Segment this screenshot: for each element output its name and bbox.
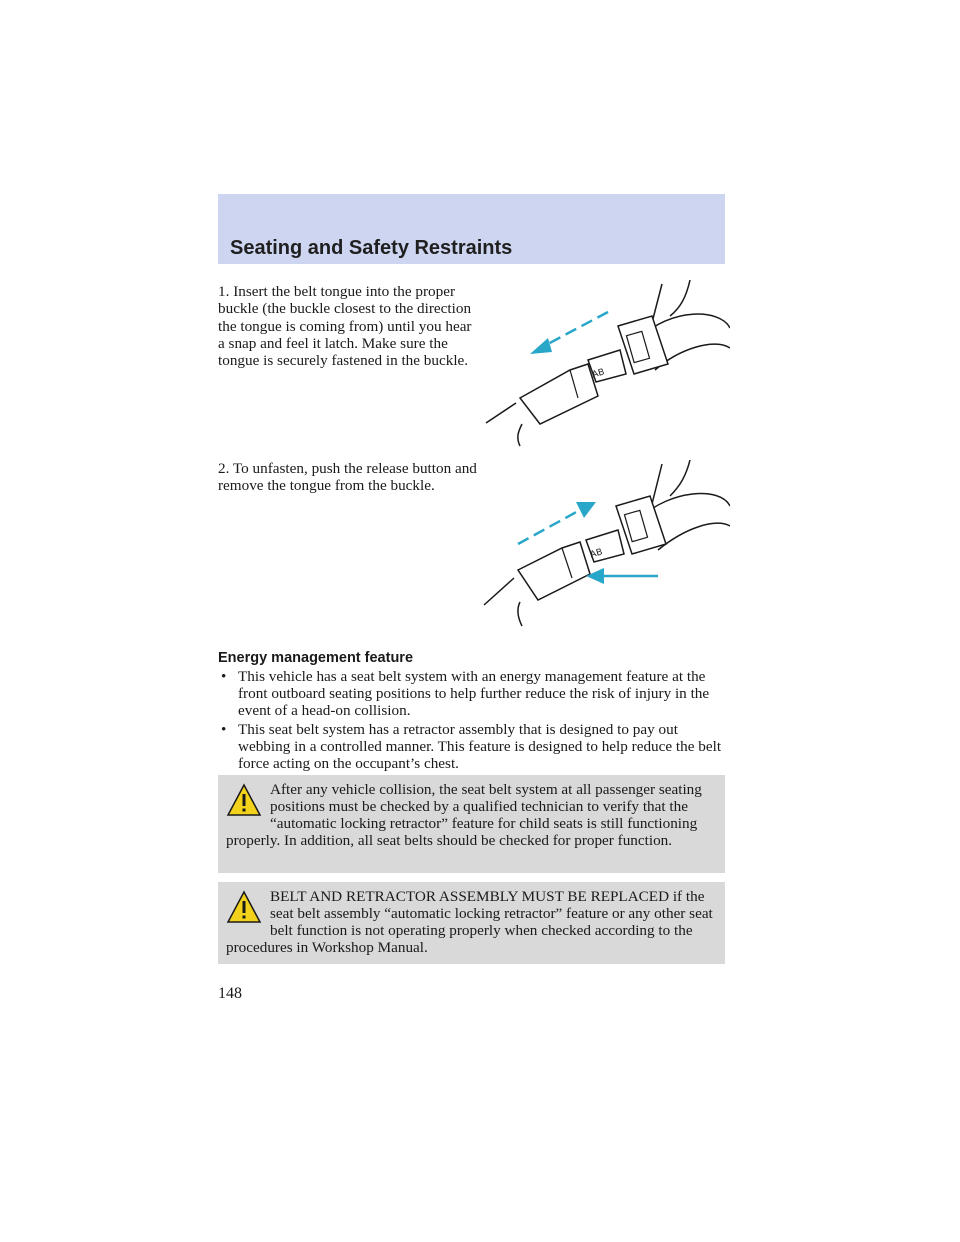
svg-text:AB: AB [591,367,606,381]
bullet-text: This vehicle has a seat belt system with an energy management feature at the front outboard seating positions to help further reduce the risk of injury in the event of a head-on collision. [238,668,710,719]
warning-box [218,882,725,964]
svg-text:AB: AB [589,547,604,561]
bullet-icon: • [221,668,227,685]
section-title: Seating and Safety Restraints [230,237,513,259]
section-header-band [218,194,725,264]
step-2-text: 2. To unfasten, push the release button and remove the tongue from the buckle. [218,460,477,495]
bullet-icon: • [221,721,227,738]
step-1-text: 1. Insert the belt tongue into the proper buckle (the buckle closest to the direction the tongue is coming from) until you hear a snap and feel it latch. Make sure the tongue is securely fastened in the buckle. [218,283,472,370]
buckle-release-illustration [480,460,730,630]
energy-bullet-list [218,668,728,774]
warning-text: After any vehicle collision, the seat belt system at all passenger seating positions must be checked by a qualified technician to verify that the “automatic locking retractor” feature for child seats is still functioning properly. In addition, all seat belts should be checked for proper function. [226,781,702,849]
warning-triangle-icon [226,890,262,924]
list-item [218,721,728,772]
bullet-text: This seat belt system has a retractor assembly that is designed to pay out webbing in a controlled manner. This feature is designed to help reduce the belt force acting on the occupant’s chest. [238,721,722,772]
energy-heading: Energy management feature [218,650,414,666]
warning-box [218,775,725,873]
page-number: 148 [218,985,242,1002]
list-item [218,668,728,719]
buckle-insert-illustration [480,278,730,448]
warning-triangle-icon [226,783,262,817]
warning-text: BELT AND RETRACTOR ASSEMBLY MUST BE REPLACED if the seat belt assembly “automatic locking retractor” feature or any other seat belt function is not operating properly when checked according to the procedures in Workshop Manual. [226,888,713,956]
